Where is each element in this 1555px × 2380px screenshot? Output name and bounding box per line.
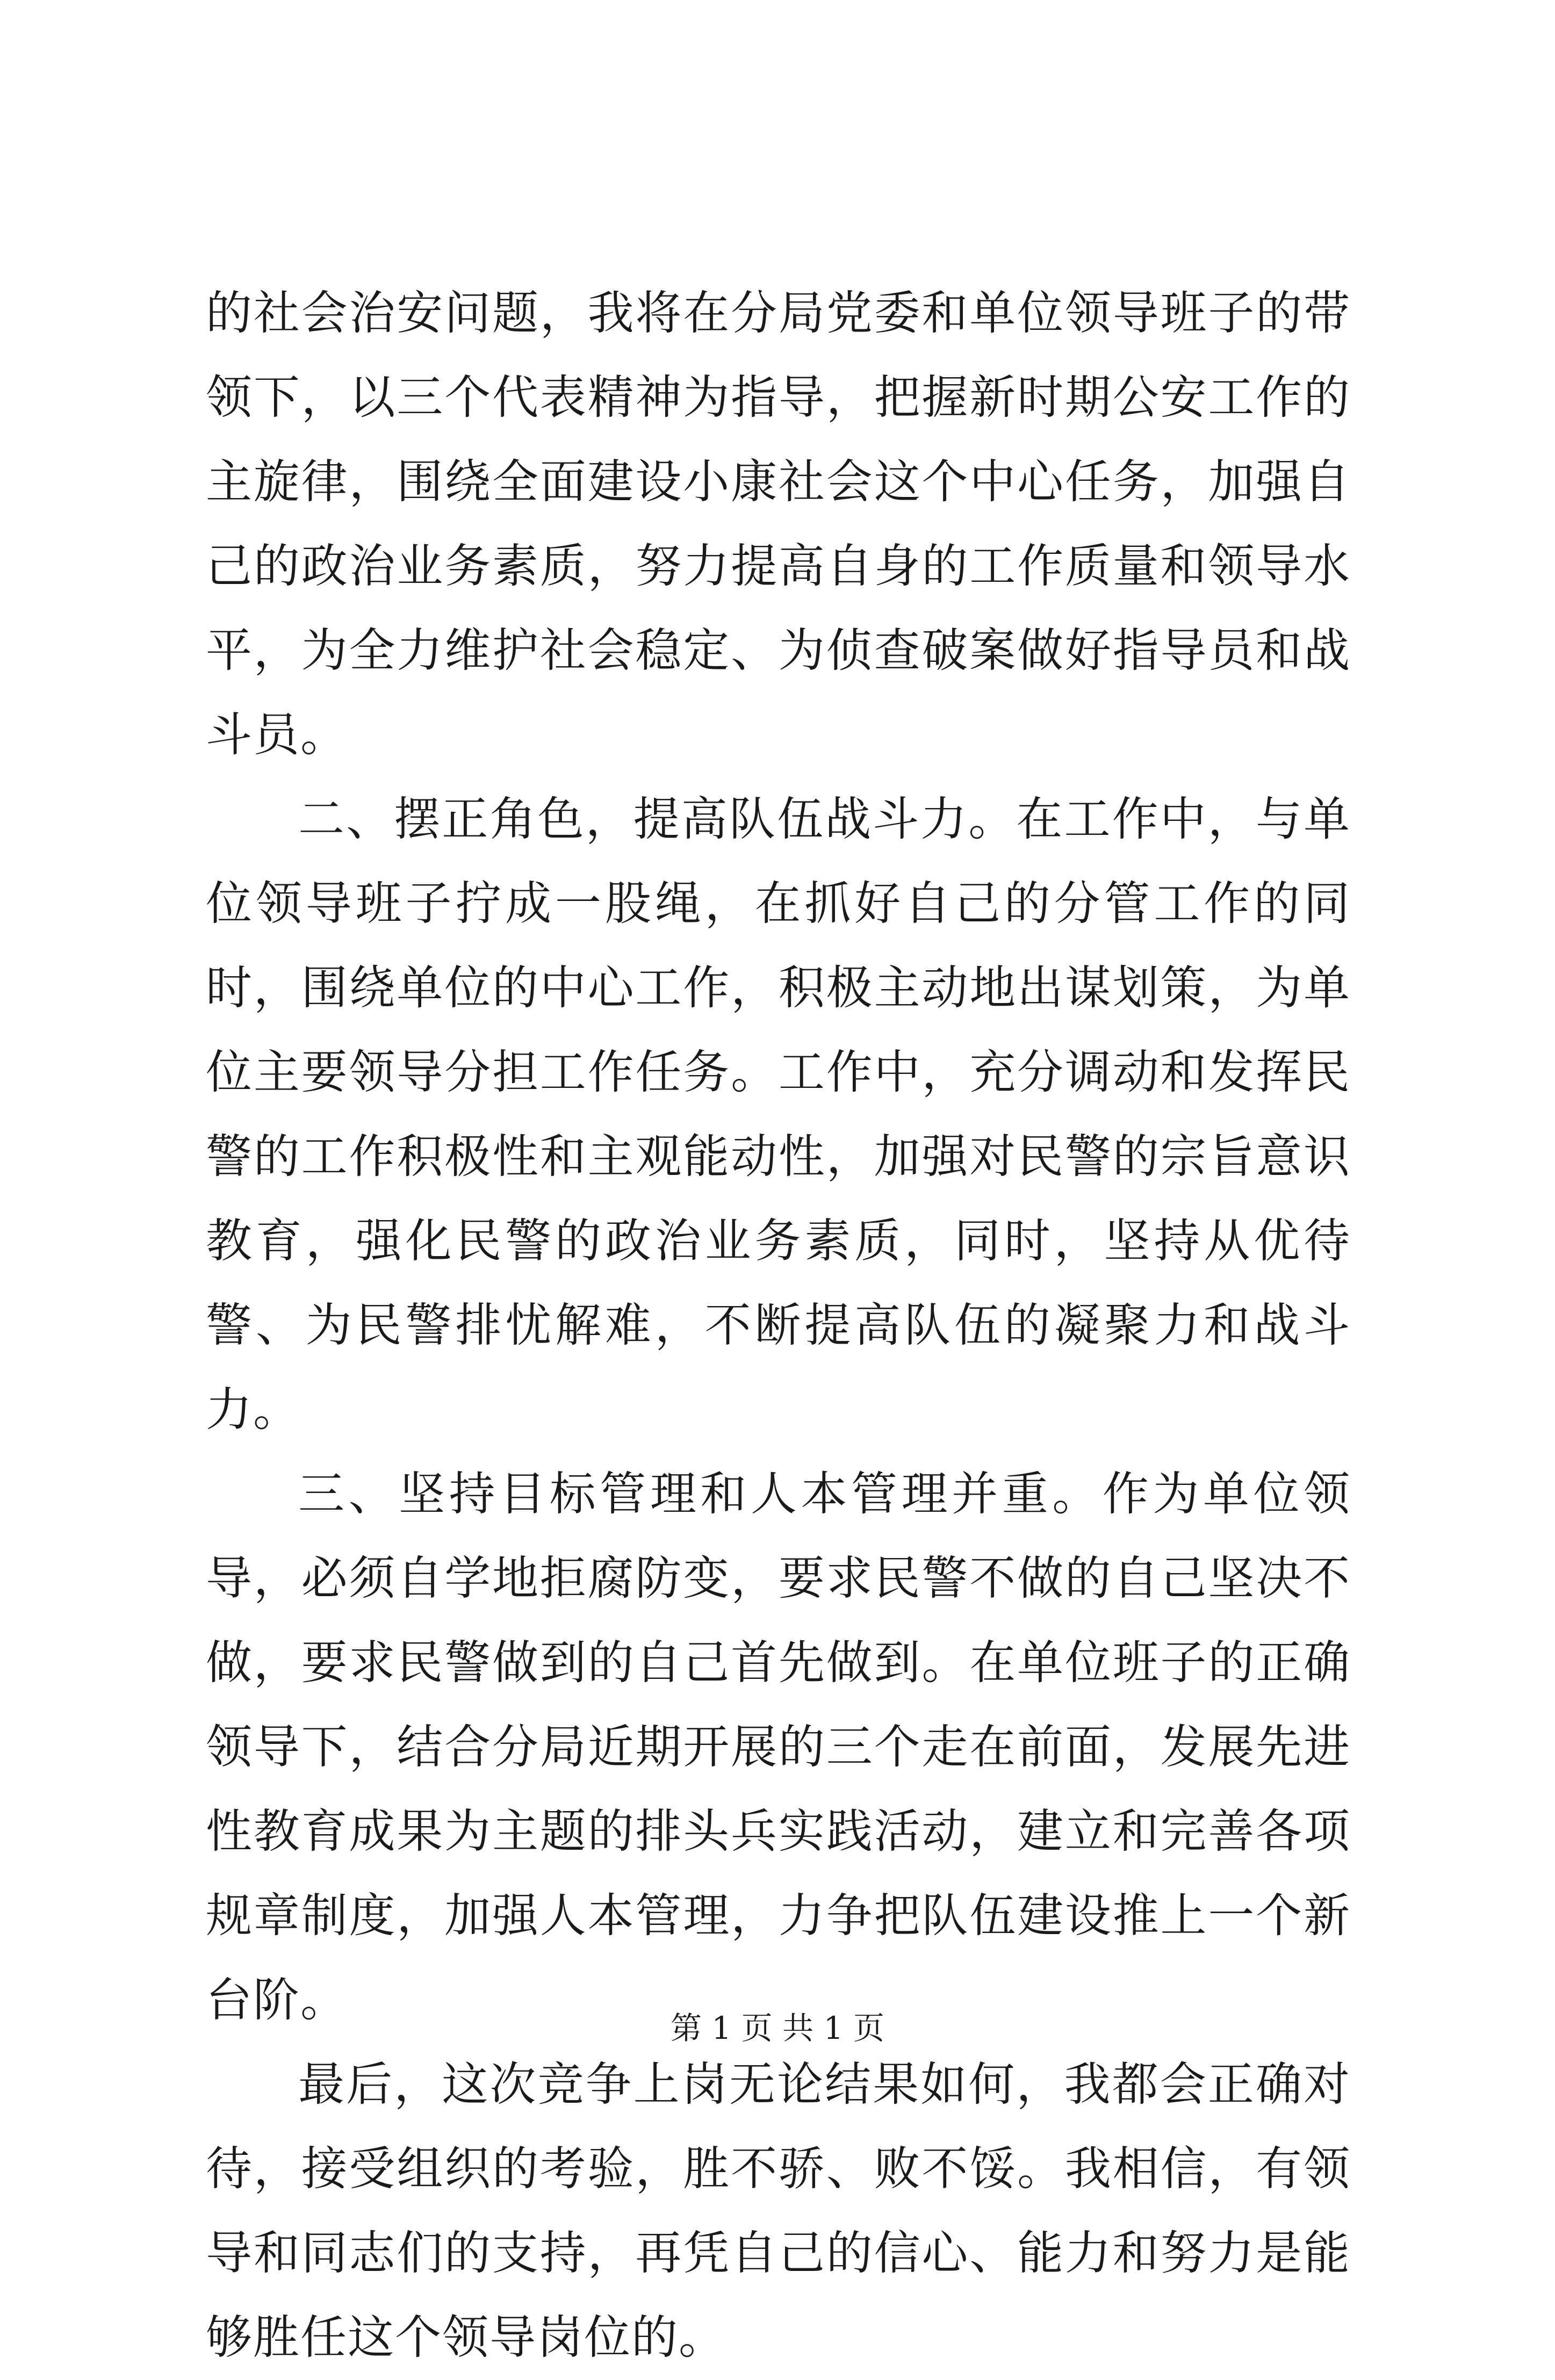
document-body xyxy=(206,271,1351,2380)
paragraph-1: 的社会治安问题，我将在分局党委和单位领导班子的带领下，以三个代表精神为指导，把握新时期公安工作的主旋律，围绕全面建设小康社会这个中心任务，加强自己的政治业务素质，努力提高自身的工作质量和领导水平，为全力维护社会稳定、为侦查破案做好指导员和战斗员。 xyxy=(206,286,1351,762)
paragraph-2: 二、摆正角色，提高队伍战斗力。在工作中，与单位领导班子拧成一股绳，在抓好自己的分管工作的同时，围绕单位的中心工作，积极主动地出谋划策，为单位主要领导分担工作任务。工作中，充分调动和发挥民警的工作积极性和主观能动性，加强对民警的宗旨意识教育，强化民警的政治业务素质，同时，坚持从优待警、为民警排忧解难，不断提高队伍的凝聚力和战斗力。 xyxy=(206,792,1351,1437)
paragraph-3: 三、坚持目标管理和人本管理并重。作为单位领导，必须自学地拒腐防变，要求民警不做的自己坚决不做，要求民警做到的自己首先做到。在单位班子的正确领导下，结合分局近期开展的三个走在前面，发展先进性教育成果为主题的排头兵实践活动，建立和完善各项规章制度，加强人本管理，力争把队伍建设推上一个新台阶。 xyxy=(206,1467,1351,2027)
page-footer: 第 1 页 共 1 页 xyxy=(671,2010,884,2046)
paragraph-4: 最后，这次竞争上岗无论结果如何，我都会正确对待，接受组织的考验，胜不骄、败不馁。我相信，有领导和同志们的支持，再凭自己的信心、能力和努力是能够胜任这个领导岗位的。 xyxy=(206,2058,1351,2364)
